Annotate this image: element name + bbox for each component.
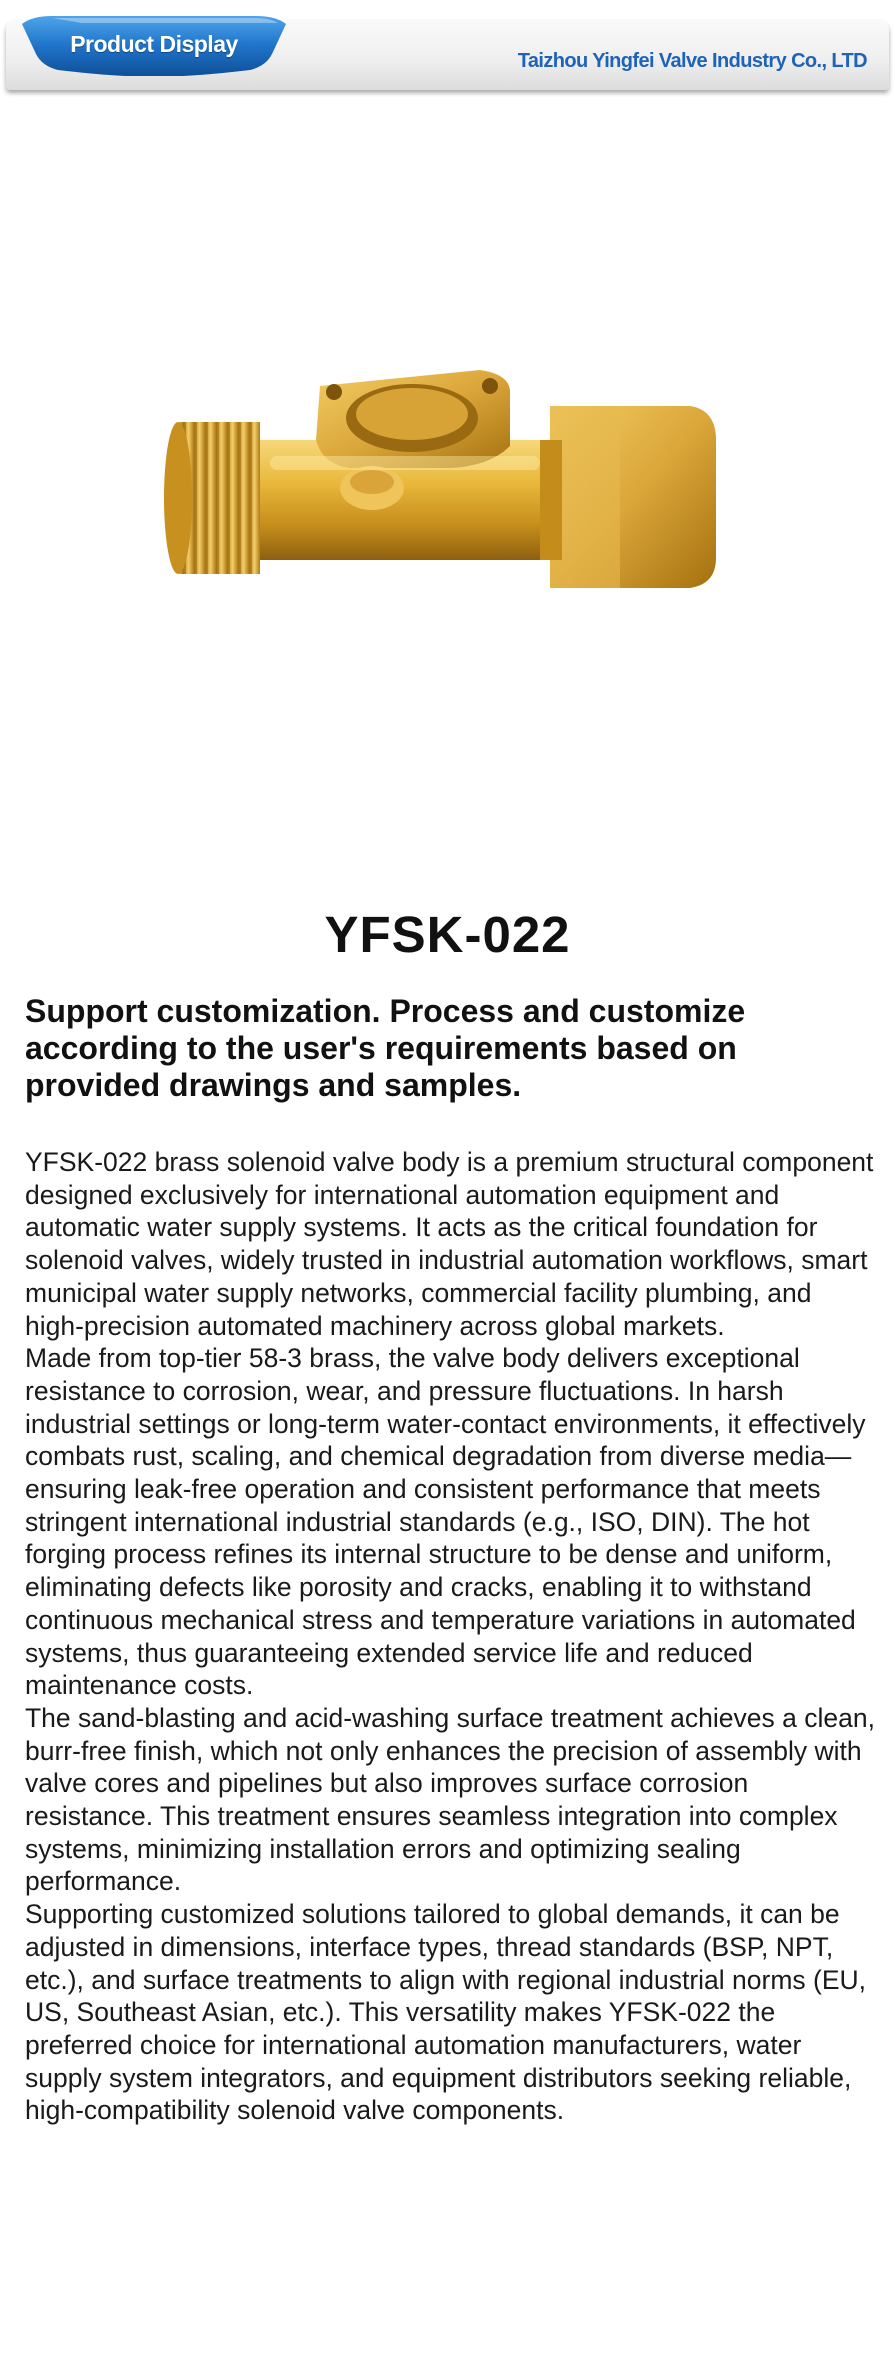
description-paragraph: YFSK-022 brass solenoid valve body is a premium structural component designed exclusively for international automation equipment and automatic water supply systems. It acts as the critical foundation for solenoid valves, widely trusted in industrial automation workflows, smart municipal water supply networks, commercial facility plumbing, and high-precision automated machinery across global markets. [25,1147,874,1341]
tab-label: Product Display [70,31,238,57]
product-image [150,370,750,670]
description-paragraph: The sand-blasting and acid-washing surface treatment achieves a clean, burr-free finish, which not only enhances the precision of assembly with valve cores and pipelines but also improves surface corrosion resistance. This treatment ensures seamless integration into complex systems, minimizing installation errors and optimizing sealing performance. [25,1702,875,1897]
product-headline: Support customization. Process and customize according to the user's requirements based on provided drawings and samples. [25,993,746,1103]
company-name: Taizhou Yingfei Valve Industry Co., LTD [517,50,867,72]
product-description [25,1146,877,2127]
product-display-tab[interactable] [22,14,286,76]
product-model: YFSK-022 [324,906,571,963]
brass-valve-body-icon [150,370,750,670]
header-banner [0,0,895,100]
description-paragraph: Supporting customized solutions tailored to global demands, it can be adjusted in dimensions, interface types, thread standards (BSP, NPT, etc.), and surface treatments to align with regional industrial norms (EU, US, Southeast Asian, etc.). This versatility makes YFSK-022 the preferred choice for international automation manufacturers, water supply system integrators, and equipment distributors seeking reliable, high-compatibility solenoid valve components. [25,1899,867,2126]
description-paragraph: Made from top-tier 58-3 brass, the valve body delivers exceptional resistance to corrosion, wear, and pressure fluctuations. In harsh industrial settings or long-term water-contact environments, it effectively combats rust, scaling, and chemical degradation from diverse media—ensuring leak-free operation and consistent performance that meets stringent international industrial standards (e.g., ISO, DIN). The hot forging process refines its internal structure to be dense and uniform, eliminating defects like porosity and cracks, enabling it to withstand continuous mechanical stress and temperature variations in automated systems, thus guaranteeing extended service life and reduced maintenance costs. [25,1343,866,1701]
